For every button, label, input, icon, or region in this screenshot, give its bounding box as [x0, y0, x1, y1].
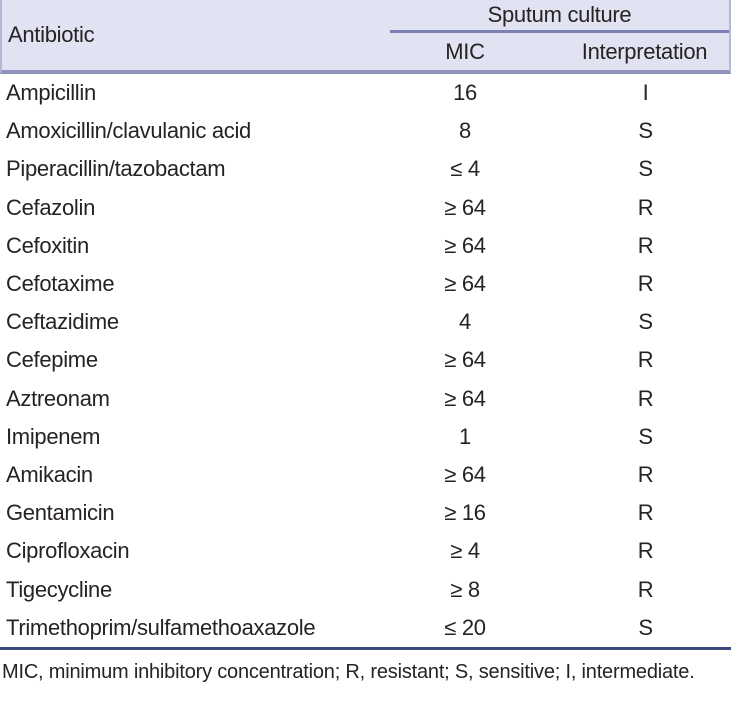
interpretation-cell: R: [637, 576, 654, 602]
interpretation-cell: I: [642, 80, 649, 106]
mic-cell: ≥ 64: [444, 385, 486, 411]
mic-cell: 4: [459, 309, 471, 335]
antibiotic-cell: Ampicillin: [6, 80, 96, 106]
antibiotic-cell: Trimethoprim/sulfamethoaxazole: [6, 614, 316, 640]
antibiotic-cell: Cefazolin: [6, 194, 96, 220]
interpretation-column-header: Interpretation: [581, 38, 708, 64]
mic-cell: ≥ 16: [444, 500, 486, 526]
interpretation-cell: R: [637, 232, 654, 258]
mic-column-header: MIC: [445, 38, 485, 64]
mic-cell: ≥ 8: [450, 576, 480, 602]
table-footnote: MIC, minimum inhibitory concentration; R, resistant; S, sensitive; I, intermediate.: [2, 660, 695, 683]
sputum-culture-group-header: Sputum culture: [390, 0, 729, 33]
mic-cell: ≤ 4: [450, 156, 480, 182]
table-row: [0, 189, 731, 227]
antibiotic-cell: Amoxicillin/clavulanic acid: [6, 118, 251, 144]
interpretation-cell: R: [637, 461, 654, 487]
table-row: [0, 494, 731, 532]
interpretation-cell: S: [638, 309, 653, 335]
table-row: [0, 418, 731, 456]
antibiotic-cell: Tigecycline: [6, 576, 112, 602]
antibiotic-column-header: Antibiotic: [8, 22, 95, 47]
table-row: [0, 609, 731, 647]
interpretation-cell: S: [638, 423, 653, 449]
antibiotic-cell: Ceftazidime: [6, 309, 119, 335]
table-row: [0, 227, 731, 265]
interpretation-cell: R: [637, 385, 654, 411]
table-row: [0, 341, 731, 379]
table-row: [0, 74, 731, 112]
mic-cell: ≤ 20: [444, 614, 486, 640]
antibiotic-cell: Aztreonam: [6, 385, 110, 411]
mic-cell: ≥ 64: [444, 232, 486, 258]
antibiotic-cell: Imipenem: [6, 423, 101, 449]
table-header: [0, 0, 731, 74]
interpretation-cell: S: [638, 614, 653, 640]
interpretation-cell: R: [637, 194, 654, 220]
mic-cell: ≥ 4: [450, 538, 480, 564]
table-row: [0, 532, 731, 570]
interpretation-cell: R: [637, 271, 654, 297]
sputum-culture-group: [390, 0, 729, 70]
antibiotic-cell: Cefoxitin: [6, 232, 89, 258]
interpretation-cell: R: [637, 500, 654, 526]
table-row: [0, 570, 731, 608]
interpretation-cell: S: [638, 156, 653, 182]
mic-cell: 16: [453, 80, 477, 106]
interpretation-cell: R: [637, 347, 654, 373]
antibiotic-cell: Ciprofloxacin: [6, 538, 130, 564]
mic-cell: ≥ 64: [444, 461, 486, 487]
mic-cell: 1: [459, 423, 471, 449]
mic-cell: 8: [459, 118, 471, 144]
antibiotic-cell: Cefepime: [6, 347, 98, 373]
mic-cell: ≥ 64: [444, 347, 486, 373]
mic-cell: ≥ 64: [444, 271, 486, 297]
interpretation-cell: R: [637, 538, 654, 564]
antibiotic-cell: Gentamicin: [6, 500, 115, 526]
table-row: [0, 265, 731, 303]
table-row: [0, 456, 731, 494]
antibiotic-cell: Amikacin: [6, 461, 93, 487]
mic-cell: ≥ 64: [444, 194, 486, 220]
table-row: [0, 380, 731, 418]
antibiotic-cell: Piperacillin/tazobactam: [6, 156, 226, 182]
sub-header-row: [390, 33, 729, 70]
table-row: [0, 303, 731, 341]
table-row: [0, 112, 731, 150]
antibiotic-cell: Cefotaxime: [6, 271, 115, 297]
interpretation-cell: S: [638, 118, 653, 144]
table-row: [0, 150, 731, 188]
table-body: [0, 74, 731, 650]
